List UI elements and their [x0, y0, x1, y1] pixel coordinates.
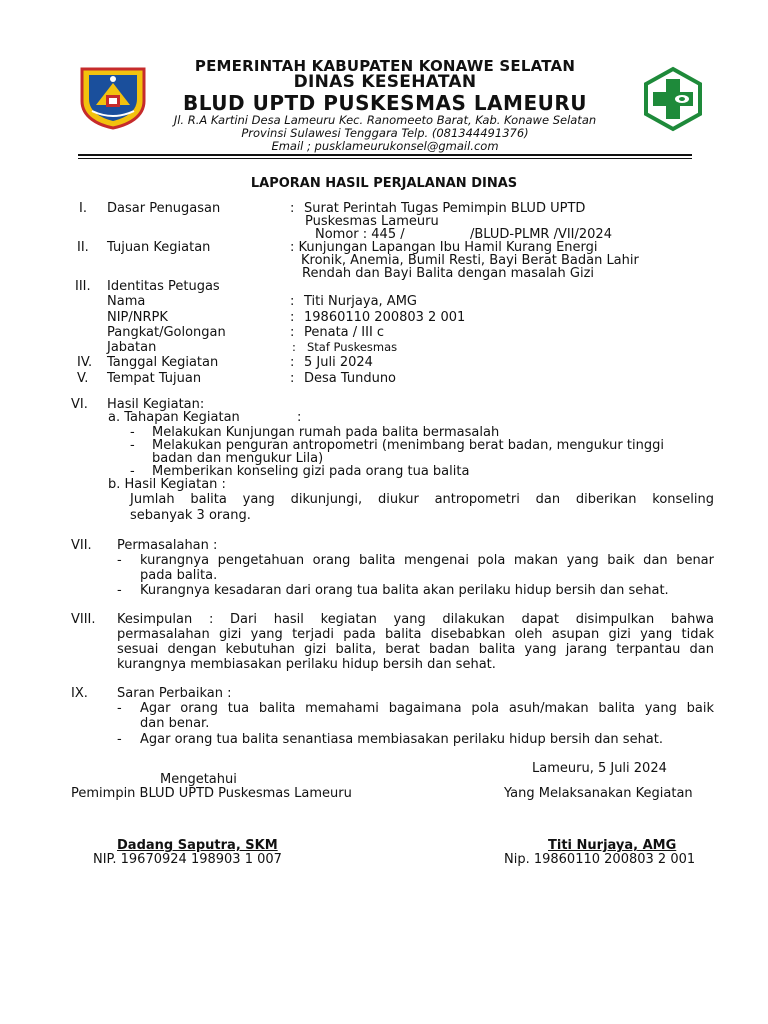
- section-num: I.: [79, 201, 87, 216]
- list-item: kurangnya pengetahuan orang balita mengenai pola makan yang baik dan benar: [140, 553, 714, 568]
- bullet-dash: -: [130, 425, 135, 440]
- identitas-value: Staf Puskesmas: [307, 340, 398, 354]
- section-label: Tujuan Kegiatan: [107, 240, 211, 255]
- kop-puskesmas: BLUD UPTD PUSKESMAS LAMEURU: [183, 91, 587, 115]
- list-item: Kurangnya kesadaran dari orang tua balita akan perilaku hidup bersih dan sehat.: [140, 583, 669, 598]
- list-item: Melakukan penguran antropometri (menimbang berat badan, mengukur tinggi: [152, 438, 664, 453]
- colon: :: [290, 355, 295, 370]
- kop-divider-thick: [78, 154, 692, 156]
- kesimpulan-line4: kurangnya membiasakan perilaku hidup bersih dan sehat.: [117, 657, 496, 672]
- kesimpulan-line2: permasalahan gizi yang terjadi pada balita disebabkan oleh asupan gizi yang tidak: [117, 627, 714, 642]
- kop-address-line2: Provinsi Sulawesi Tenggara Telp. (081344491376): [241, 126, 529, 140]
- dasar-nomor-suffix: /BLUD-PLMR /VII/2024: [470, 227, 612, 242]
- left-heading: Mengetahui: [160, 772, 237, 787]
- right-signatory-name: Titi Nurjaya, AMG: [548, 838, 677, 853]
- bullet-dash: -: [130, 438, 135, 453]
- identitas-value: Penata / III c: [304, 325, 385, 340]
- colon: :: [297, 410, 302, 425]
- colon: :: [290, 201, 295, 216]
- section-label: Hasil Kegiatan:: [107, 397, 205, 412]
- section-label: Dasar Penugasan: [107, 201, 221, 216]
- tujuan-line3: Rendah dan Bayi Balita dengan masalah Gizi: [302, 266, 595, 281]
- subsection-a-label: a. Tahapan Kegiatan: [108, 410, 240, 425]
- puskesmas-cross-icon: [640, 66, 706, 132]
- list-item-continued: dan benar.: [140, 716, 210, 731]
- section-num: IV.: [77, 355, 93, 370]
- section-num: VIII.: [71, 612, 96, 627]
- left-role: Pemimpin BLUD UPTD Puskesmas Lameuru: [71, 786, 352, 801]
- identitas-label: NIP/NRPK: [107, 310, 168, 325]
- dasar-line1: Surat Perintah Tugas Pemimpin BLUD UPTD: [304, 201, 586, 216]
- kesimpulan-line1: Kesimpulan : Dari hasil kegiatan yang dilakukan dapat disimpulkan bahwa: [117, 612, 714, 627]
- left-signatory-nip: NIP. 19670924 198903 1 007: [93, 852, 282, 867]
- list-item-continued: badan dan mengukur Lila): [152, 451, 324, 466]
- identitas-value: Titi Nurjaya, AMG: [304, 294, 417, 309]
- bullet-dash: -: [117, 583, 122, 598]
- kop-dinas: DINAS KESEHATAN: [293, 72, 477, 92]
- dasar-line2: Puskesmas Lameuru: [305, 214, 439, 229]
- kesimpulan-line3: sesuai dengan kebutuhan gizi balita, berat badan balita yang jarang terpantau dan: [117, 642, 714, 657]
- kop-pemerintah: PEMERINTAH KABUPATEN KONAWE SELATAN: [194, 57, 576, 75]
- section-label: Permasalahan :: [117, 538, 218, 553]
- list-item: Memberikan konseling gizi pada orang tua balita: [152, 464, 470, 479]
- section-label: Tanggal Kegiatan: [107, 355, 219, 370]
- bullet-dash: -: [130, 464, 135, 479]
- tanggal-value: 5 Juli 2024: [304, 355, 373, 370]
- section-num: II.: [77, 240, 89, 255]
- section-num: VII.: [71, 538, 92, 553]
- identitas-label: Pangkat/Golongan: [107, 325, 226, 340]
- hasil-paragraph-line1: Jumlah balita yang dikunjungi, diukur antropometri dan diberikan konseling: [130, 492, 714, 507]
- section-label: Tempat Tujuan: [107, 371, 202, 386]
- kop-address-line1: Jl. R.A Kartini Desa Lameuru Kec. Ranomeeto Barat, Kab. Konawe Selatan: [173, 113, 597, 127]
- tempat-value: Desa Tunduno: [304, 371, 397, 386]
- section-label: Saran Perbaikan :: [117, 686, 232, 701]
- left-signatory-name: Dadang Saputra, SKM: [117, 838, 278, 853]
- section-num: III.: [75, 279, 91, 294]
- right-role: Yang Melaksanakan Kegiatan: [504, 786, 693, 801]
- document-title: LAPORAN HASIL PERJALANAN DINAS: [250, 176, 518, 191]
- subsection-b-label: b. Hasil Kegiatan :: [108, 477, 226, 492]
- list-item-continued: pada balita.: [140, 568, 218, 583]
- identitas-value: 19860110 200803 2 001: [304, 310, 466, 325]
- tujuan-line2: Kronik, Anemia, Bumil Resti, Bayi Berat Badan Lahir: [301, 253, 639, 268]
- colon: :: [292, 340, 296, 354]
- kop-email: Email ; pusklameurukonsel@gmail.com: [271, 139, 499, 153]
- bullet-dash: -: [117, 732, 122, 747]
- right-signatory-nip: Nip. 19860110 200803 2 001: [504, 852, 696, 867]
- section-num: VI.: [71, 397, 88, 412]
- dasar-nomor: Nomor : 445 /: [315, 227, 405, 242]
- section-label: Identitas Petugas: [107, 279, 220, 294]
- list-item: Agar orang tua balita memahami bagaimana pola asuh/makan balita yang baik: [140, 701, 714, 716]
- place-date: Lameuru, 5 Juli 2024: [532, 761, 667, 776]
- hasil-paragraph-line2: sebanyak 3 orang.: [130, 508, 251, 523]
- tujuan-line1: : Kunjungan Lapangan Ibu Hamil Kurang Energi: [290, 240, 598, 255]
- colon: :: [290, 371, 295, 386]
- colon: :: [290, 294, 295, 309]
- section-num: IX.: [71, 686, 88, 701]
- identitas-label: Jabatan: [107, 340, 157, 355]
- colon: :: [290, 325, 295, 340]
- kop-divider-thin: [78, 158, 692, 159]
- section-num: V.: [77, 371, 89, 386]
- identitas-label: Nama: [107, 294, 146, 309]
- colon: :: [290, 310, 295, 325]
- bullet-dash: -: [117, 553, 122, 568]
- list-item: Agar orang tua balita senantiasa membiasakan perilaku hidup bersih dan sehat.: [140, 732, 664, 747]
- list-item: Melakukan Kunjungan rumah pada balita bermasalah: [152, 425, 500, 440]
- bullet-dash: -: [117, 701, 122, 716]
